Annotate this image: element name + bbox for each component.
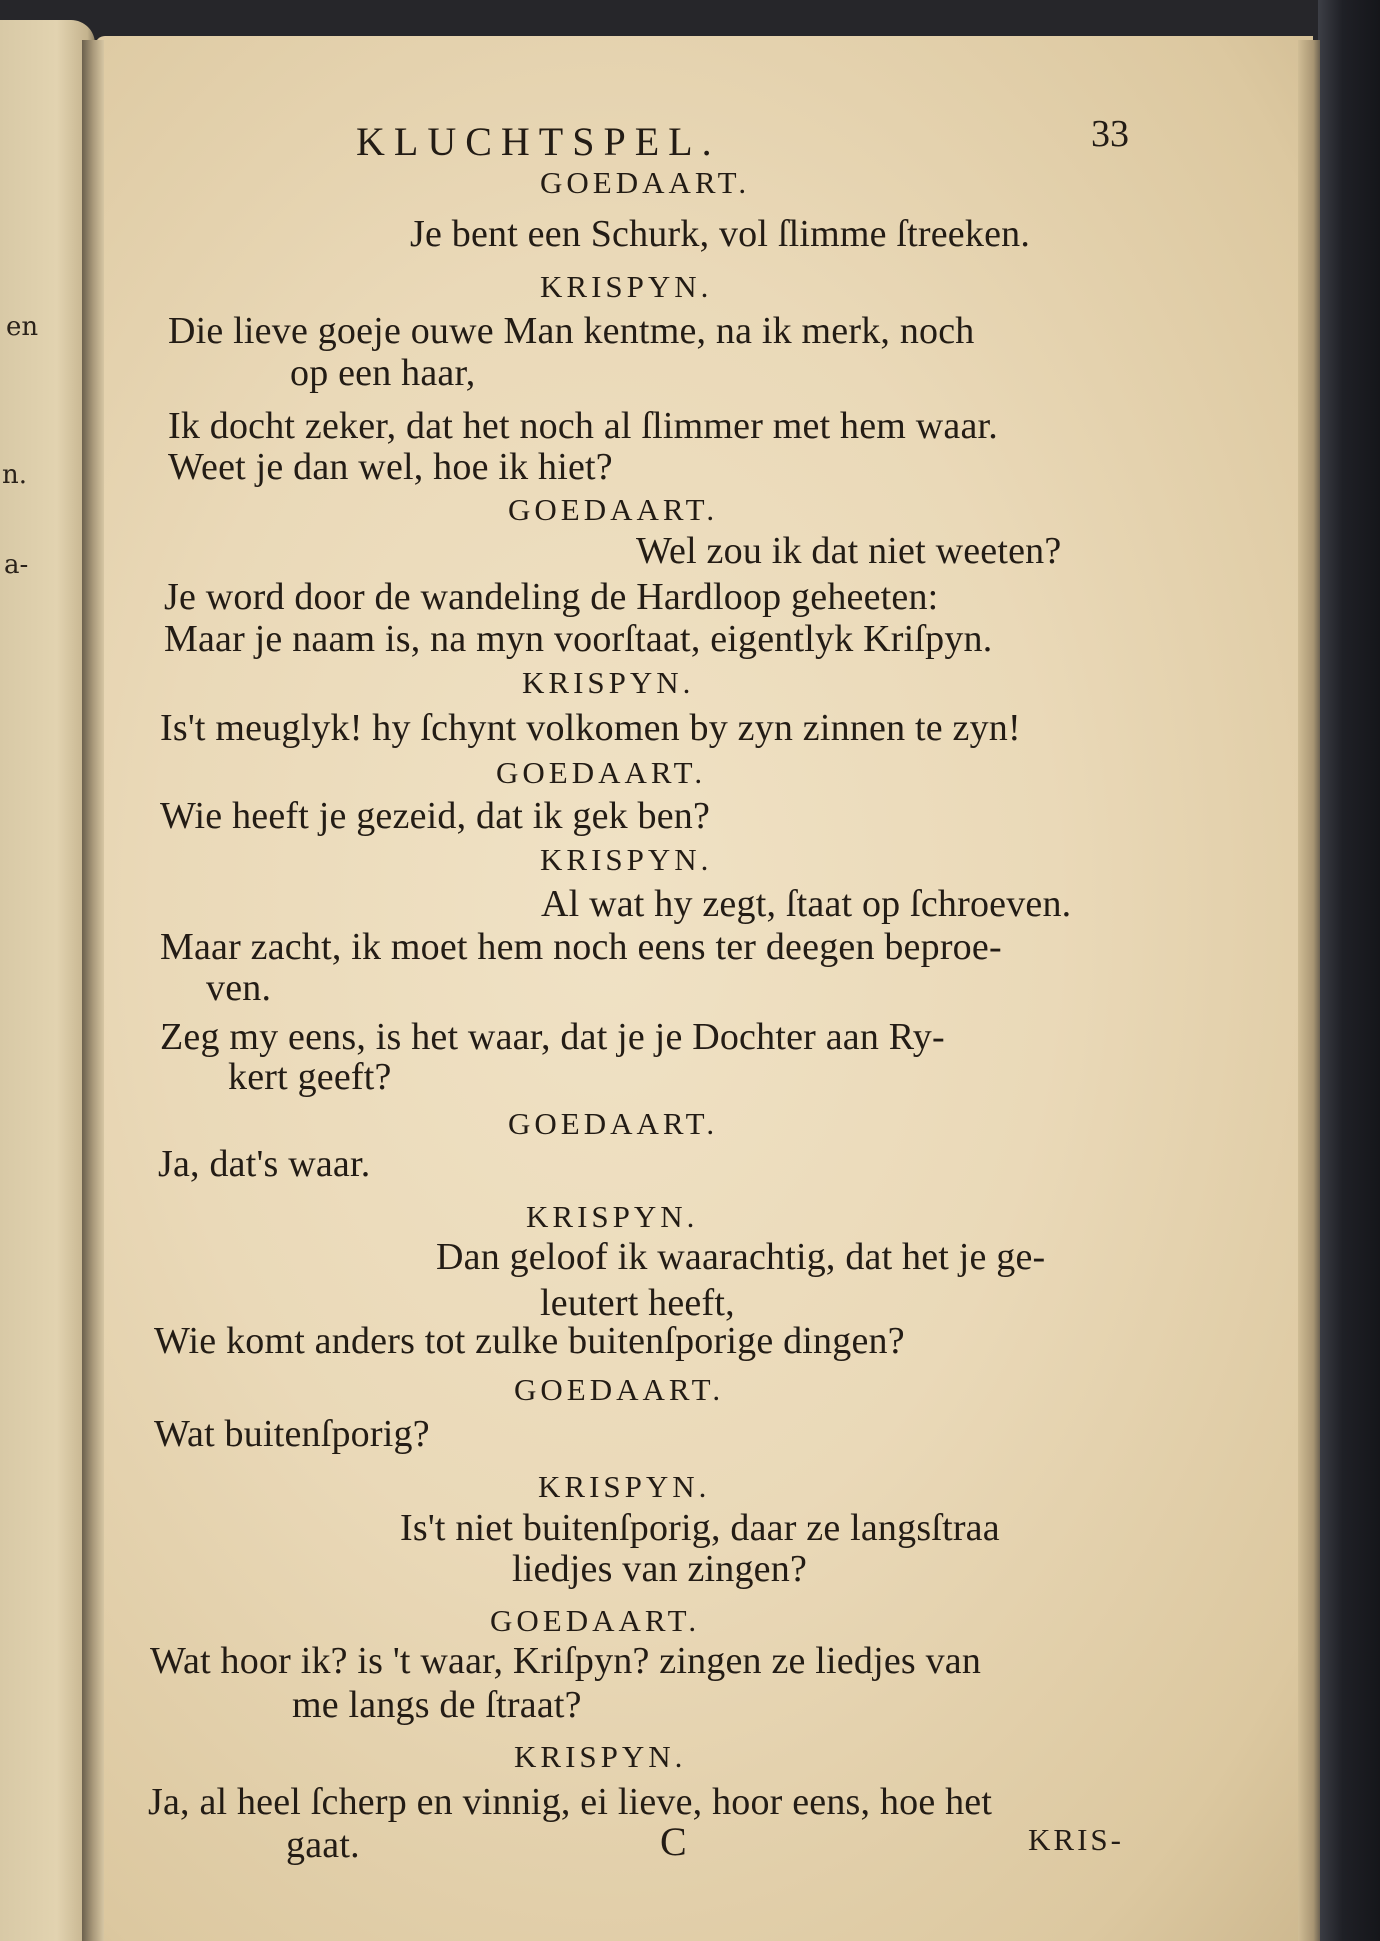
verse-line: gaat.: [286, 1824, 360, 1866]
verse-line: Ja, al heel ſcherp en vinnig, ei lieve, hoor eens, hoe het: [148, 1781, 993, 1823]
verse-line: Maar je naam is, na myn voorſtaat, eigentlyk Kriſpyn.: [164, 618, 993, 660]
speaker-name: GOEDAART.: [514, 1372, 725, 1407]
catchword: KRIS-: [1028, 1822, 1124, 1857]
verse-line: Ik docht zeker, dat het noch al ſlimmer met hem waar.: [168, 405, 998, 447]
verse-line: Ja, dat's waar.: [158, 1143, 371, 1185]
speaker-name: GOEDAART.: [508, 492, 719, 527]
verse-line: ven.: [206, 967, 272, 1009]
running-header: KLUCHTSPEL.: [356, 119, 721, 164]
speaker-name: GOEDAART.: [496, 755, 707, 790]
verse-line: Je bent een Schurk, vol ſlimme ſtreeken.: [410, 213, 1031, 255]
verse-line: Zeg my eens, is het waar, dat je je Dochter aan Ry-: [160, 1016, 945, 1058]
verse-line: Al wat hy zegt, ſtaat op ſchroeven.: [541, 883, 1072, 925]
verse-line: Wel zou ik dat niet weeten?: [636, 530, 1062, 572]
verse-line: Wie heeft je gezeid, dat ik gek ben?: [160, 795, 711, 837]
page-gutter: [82, 40, 104, 1941]
verse-line: Die lieve goeje ouwe Man kentme, na ik merk, noch: [168, 310, 975, 352]
speaker-name: GOEDAART.: [490, 1603, 701, 1638]
case-edge: [1318, 0, 1380, 1941]
verse-line: Is't niet buitenſporig, daar ze langsſtraa: [400, 1507, 1000, 1549]
verse-line: leutert heeft,: [540, 1282, 735, 1324]
left-page: [0, 20, 95, 1941]
speaker-name: KRISPYN.: [526, 1199, 699, 1234]
speaker-name: KRISPYN.: [540, 842, 713, 877]
verse-line: Maar zacht, ik moet hem noch eens ter deegen beproe-: [160, 926, 1002, 968]
verse-line: Wat buitenſporig?: [154, 1413, 430, 1455]
verse-line: op een haar,: [290, 352, 476, 394]
signature-mark: C: [660, 1819, 687, 1864]
page-edge: [1298, 40, 1320, 1941]
left-page-fragment: a-: [4, 550, 29, 580]
left-page-fragment: en: [6, 312, 39, 342]
verse-line: liedjes van zingen?: [512, 1548, 808, 1590]
speaker-name: KRISPYN.: [538, 1469, 711, 1504]
left-page-fragment: n.: [2, 460, 28, 490]
page-number: 33: [1091, 113, 1129, 155]
verse-line: Wie komt anders tot zulke buitenſporige dingen?: [154, 1320, 905, 1362]
verse-line: Weet je dan wel, hoe ik hiet?: [168, 446, 613, 488]
speaker-name: KRISPYN.: [522, 665, 695, 700]
verse-line: Dan geloof ik waarachtig, dat het je ge-: [436, 1236, 1046, 1278]
verse-line: kert geeft?: [228, 1056, 392, 1098]
speaker-name: GOEDAART.: [540, 165, 751, 200]
verse-line: me langs de ſtraat?: [292, 1684, 582, 1726]
speaker-name: GOEDAART.: [508, 1106, 719, 1141]
verse-line: Je word door de wandeling de Hardloop geheeten:: [164, 576, 939, 618]
verse-line: Is't meuglyk! hy ſchynt volkomen by zyn zinnen te zyn!: [160, 707, 1021, 749]
verse-line: Wat hoor ik? is 't waar, Kriſpyn? zingen ze liedjes van: [150, 1640, 982, 1682]
speaker-name: KRISPYN.: [514, 1739, 687, 1774]
speaker-name: KRISPYN.: [540, 269, 713, 304]
